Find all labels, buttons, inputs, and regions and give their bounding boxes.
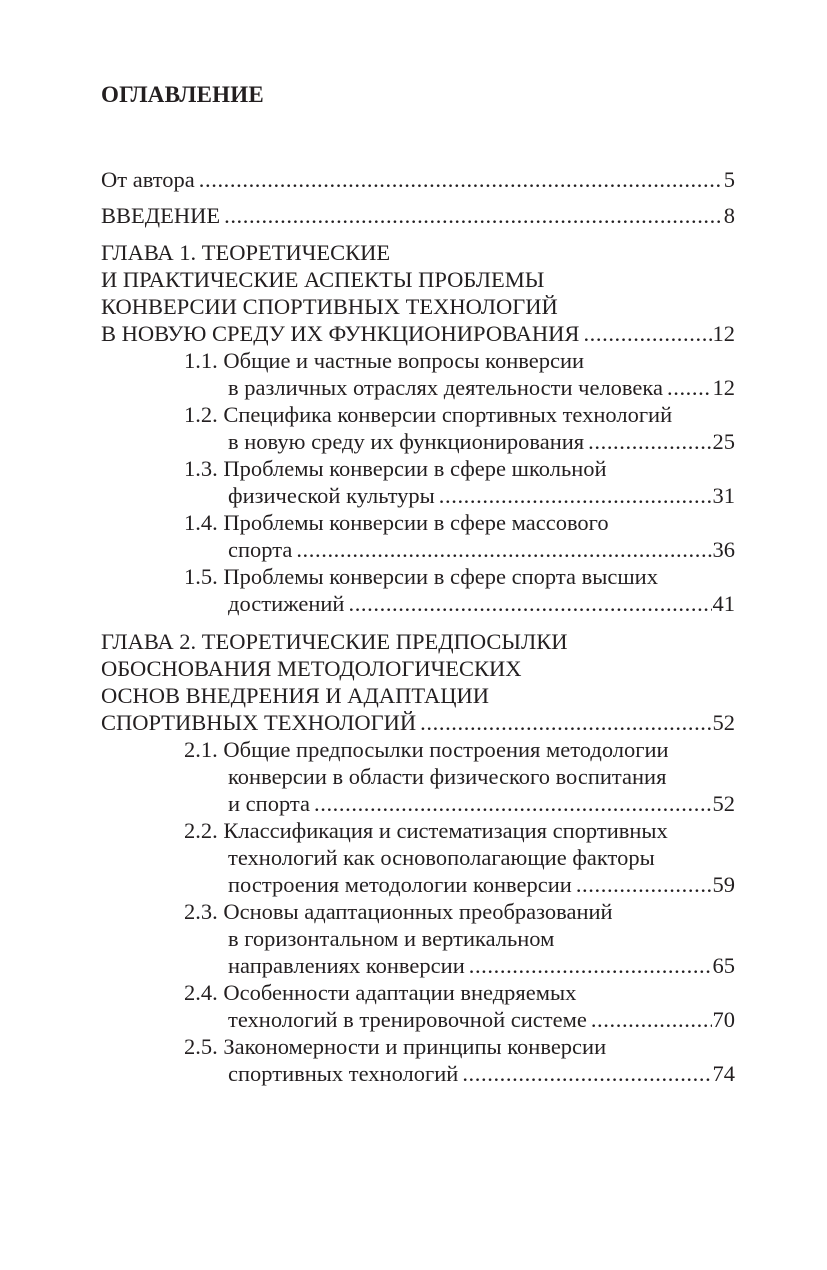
page-number: 12 bbox=[712, 375, 735, 400]
chapter-title-line: В НОВУЮ СРЕДУ ИХ ФУНКЦИОНИРОВАНИЯ bbox=[101, 321, 580, 346]
subsection-title-line: 2.2. Классификация и систематизация спортивных bbox=[184, 818, 668, 843]
dot-leader bbox=[296, 536, 711, 563]
dot-leader bbox=[576, 871, 712, 898]
toc-subsection-1-2 bbox=[184, 401, 735, 455]
toc-line bbox=[184, 428, 735, 455]
page-number: 65 bbox=[712, 953, 735, 978]
toc-entry-chapter-1 bbox=[101, 239, 735, 617]
toc-line bbox=[184, 1060, 735, 1087]
subsection-title-line: спортивных технологий bbox=[228, 1061, 459, 1086]
toc-line bbox=[184, 590, 735, 617]
page-number: 8 bbox=[723, 203, 735, 228]
page-number: 12 bbox=[712, 321, 735, 346]
dot-leader bbox=[462, 1060, 711, 1087]
subsection-title-line: 2.1. Общие предпосылки построения методологии bbox=[184, 737, 669, 762]
chapter-title-line: И ПРАКТИЧЕСКИЕ АСПЕКТЫ ПРОБЛЕМЫ bbox=[101, 267, 545, 292]
page-number: 59 bbox=[712, 872, 735, 897]
toc-line bbox=[184, 952, 735, 979]
toc-entry-introduction bbox=[101, 202, 735, 229]
toc-line bbox=[184, 1006, 735, 1033]
dot-leader bbox=[588, 428, 711, 455]
subsection-title-line: 1.4. Проблемы конверсии в сфере массового bbox=[184, 510, 609, 535]
page-number: 41 bbox=[712, 591, 735, 616]
subsection-title-line: направлениях конверсии bbox=[228, 953, 465, 978]
toc-line bbox=[184, 482, 735, 509]
subsection-title-line: достижений bbox=[228, 591, 345, 616]
page-number: 52 bbox=[712, 710, 735, 735]
subsection-title-line: 1.1. Общие и частные вопросы конверсии bbox=[184, 348, 585, 373]
toc-line bbox=[184, 374, 735, 401]
toc-subsection-2-1 bbox=[184, 736, 735, 817]
dot-leader bbox=[420, 709, 711, 736]
page-title: ОГЛАВЛЕНИЕ bbox=[101, 82, 264, 107]
toc-entry-title: От автора bbox=[101, 167, 195, 192]
toc-line bbox=[101, 320, 735, 347]
subsection-title-line: конверсии в области физического воспитания bbox=[228, 764, 667, 789]
subsection-title-line: 2.3. Основы адаптационных преобразований bbox=[184, 899, 613, 924]
subsection-list bbox=[101, 736, 735, 1087]
page-number: 74 bbox=[712, 1061, 735, 1086]
dot-leader bbox=[591, 1006, 712, 1033]
subsection-list bbox=[101, 347, 735, 617]
dot-leader bbox=[583, 320, 711, 347]
toc-subsection-1-4 bbox=[184, 509, 735, 563]
page-number: 36 bbox=[712, 537, 735, 562]
toc-subsection-2-2 bbox=[184, 817, 735, 898]
subsection-title-line: в различных отраслях деятельности человека bbox=[228, 375, 663, 400]
dot-leader bbox=[314, 790, 712, 817]
subsection-title-line: построения методологии конверсии bbox=[228, 872, 572, 897]
dot-leader bbox=[667, 374, 712, 401]
page-number: 52 bbox=[712, 791, 735, 816]
dot-leader bbox=[439, 482, 712, 509]
toc-subsection-1-1 bbox=[184, 347, 735, 401]
page-number: 31 bbox=[712, 483, 735, 508]
toc-entry-from-author bbox=[101, 166, 735, 193]
page-number: 5 bbox=[723, 167, 735, 192]
toc-subsection-1-5 bbox=[184, 563, 735, 617]
subsection-title-line: 1.5. Проблемы конверсии в сфере спорта высших bbox=[184, 564, 658, 589]
toc-entry-title: ВВЕДЕНИЕ bbox=[101, 203, 221, 228]
chapter-title-line: КОНВЕРСИИ СПОРТИВНЫХ ТЕХНОЛОГИЙ bbox=[101, 294, 558, 319]
subsection-title-line: физической культуры bbox=[228, 483, 435, 508]
toc-line bbox=[101, 202, 735, 229]
chapter-title-line: ОБОСНОВАНИЯ МЕТОДОЛОГИЧЕСКИХ bbox=[101, 656, 522, 681]
dot-leader bbox=[199, 166, 723, 193]
toc-subsection-1-3 bbox=[184, 455, 735, 509]
dot-leader bbox=[348, 590, 711, 617]
subsection-title-line: технологий в тренировочной системе bbox=[228, 1007, 587, 1032]
toc-line bbox=[184, 871, 735, 898]
table-of-contents bbox=[101, 166, 735, 1087]
dot-leader bbox=[469, 952, 712, 979]
toc-subsection-2-5 bbox=[184, 1033, 735, 1087]
subsection-title-line: 2.5. Закономерности и принципы конверсии bbox=[184, 1034, 607, 1059]
toc-line bbox=[101, 709, 735, 736]
toc-line bbox=[184, 790, 735, 817]
chapter-title-line: ГЛАВА 2. ТЕОРЕТИЧЕСКИЕ ПРЕДПОСЫЛКИ bbox=[101, 629, 568, 654]
subsection-title-line: 2.4. Особенности адаптации внедряемых bbox=[184, 980, 577, 1005]
subsection-title-line: 1.2. Специфика конверсии спортивных технологий bbox=[184, 402, 673, 427]
chapter-title-line: ОСНОВ ВНЕДРЕНИЯ И АДАПТАЦИИ bbox=[101, 683, 489, 708]
chapter-title-line: ГЛАВА 1. ТЕОРЕТИЧЕСКИЕ bbox=[101, 240, 391, 265]
toc-subsection-2-3 bbox=[184, 898, 735, 979]
toc-line bbox=[184, 536, 735, 563]
subsection-title-line: технологий как основополагающие факторы bbox=[228, 845, 655, 870]
page-number: 25 bbox=[712, 429, 735, 454]
subsection-title-line: 1.3. Проблемы конверсии в сфере школьной bbox=[184, 456, 607, 481]
chapter-title-line: СПОРТИВНЫХ ТЕХНОЛОГИЙ bbox=[101, 710, 417, 735]
toc-line bbox=[101, 166, 735, 193]
subsection-title-line: и спорта bbox=[228, 791, 310, 816]
dot-leader bbox=[224, 202, 723, 229]
page-number: 70 bbox=[712, 1007, 735, 1032]
toc-entry-chapter-2 bbox=[101, 628, 735, 1087]
toc-subsection-2-4 bbox=[184, 979, 735, 1033]
subsection-title-line: в новую среду их функционирования bbox=[228, 429, 585, 454]
subsection-title-line: спорта bbox=[228, 537, 293, 562]
subsection-title-line: в горизонтальном и вертикальном bbox=[228, 926, 555, 951]
